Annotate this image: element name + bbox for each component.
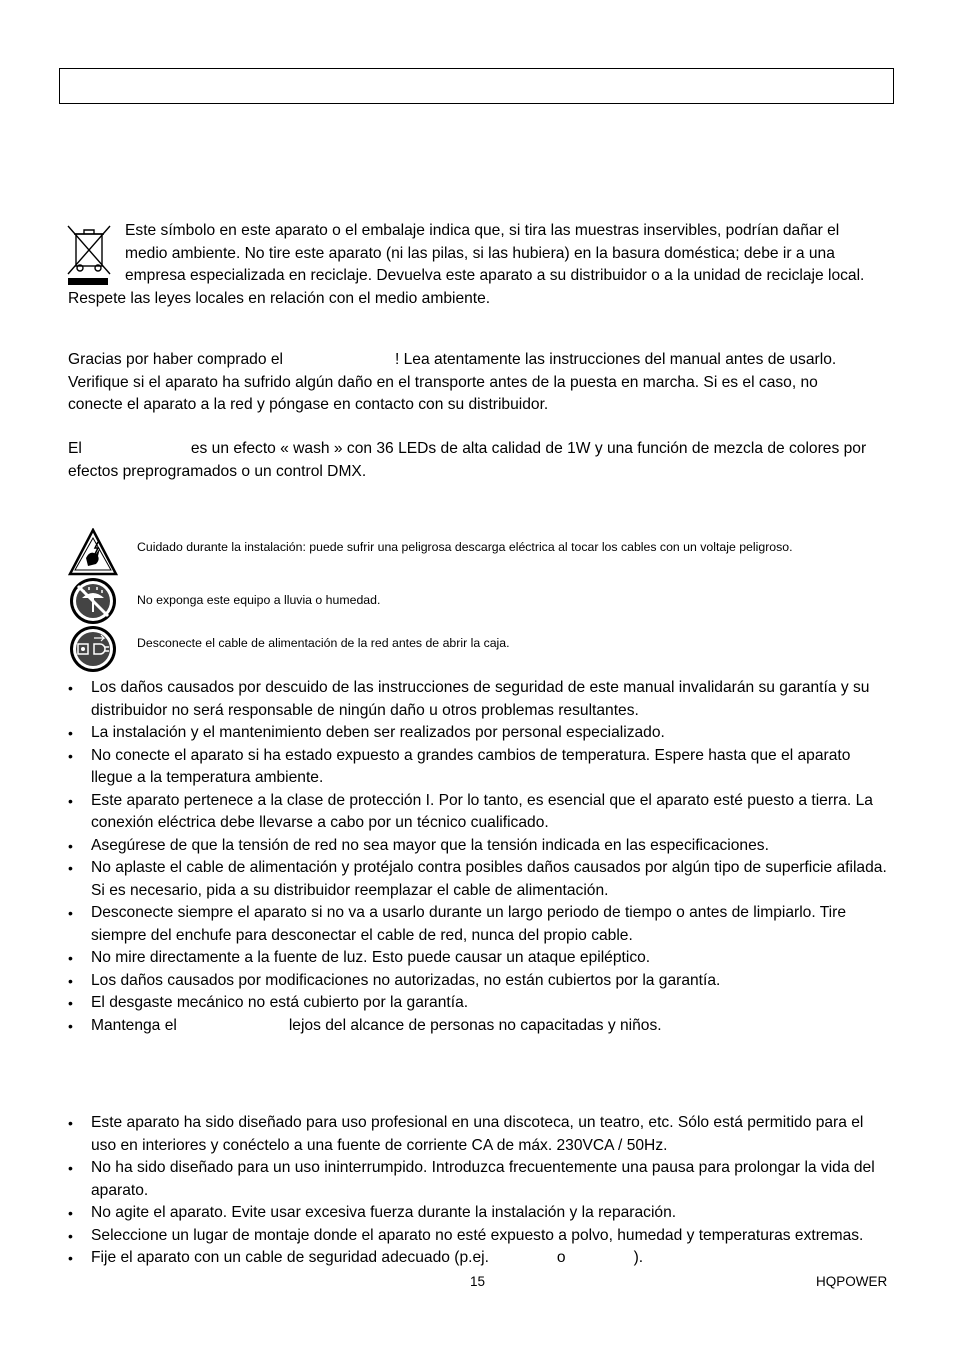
footer-brand: HQPOWER — [816, 1274, 888, 1289]
list-item: • No aplaste el cable de alimentación y protéjalo contra posibles daños causados por algún tipo de superficie afilada. Si es necesario, pida a su distribuidor reemplazar el cable de alimentación. — [68, 857, 888, 902]
list-item: • Asegúrese de que la tensión de red no sea mayor que la tensión indicada en las especificaciones. — [68, 835, 888, 858]
list-item: • Seleccione un lugar de montaje donde el aparato no esté expuesto a polvo, humedad y temperaturas extremas. — [68, 1225, 888, 1248]
list-item: • No mire directamente a la fuente de luz. Esto puede causar un ataque epiléptico. — [68, 947, 888, 970]
safety-instructions-list — [68, 677, 888, 1037]
description-paragraph — [68, 438, 866, 483]
warning-rain-text: No exponga este equipo a lluvia o humedad. — [137, 593, 381, 607]
description-text-a: El — [68, 440, 82, 457]
weee-line-4: Respete las leyes locales en relación con el medio ambiente. — [68, 289, 491, 307]
list-item: • Los daños causados por descuido de las instrucciones de seguridad de este manual invalidarán su garantía y su distribuidor no será responsable de ningún daño u otros problemas resultantes. — [68, 677, 888, 722]
usage-last-text-b: o — [556, 1249, 566, 1266]
list-item: • Desconecte siempre el aparato si no va a usarlo durante un largo periodo de tiempo o antes de limpiarlo. Tire siempre del enchufe para desconectar el cable de red, nunca del propio cable. — [68, 902, 888, 947]
list-item: • La instalación y el mantenimiento deben ser realizados por personal especializado. — [68, 722, 888, 745]
weee-line-3: empresa especializada en reciclaje. Devuelva este aparato a su distribuidor o a la unidad de reciclaje local. — [125, 267, 865, 284]
list-item: • No agite el aparato. Evite usar excesiva fuerza durante la instalación y la reparación. — [68, 1202, 888, 1225]
usage-guidelines-list — [68, 1112, 888, 1270]
electric-shock-warning-icon — [68, 528, 118, 578]
intro-text-a: Gracias por haber comprado el — [68, 351, 283, 368]
list-item: • No ha sido diseñado para un uso ininterrumpido. Introduzca frecuentemente una pausa para prolongar la vida del aparato. — [68, 1157, 888, 1202]
weee-notice — [68, 220, 888, 310]
safety-last-text-b: lejos del alcance de personas no capacitadas y niños. — [288, 1016, 662, 1034]
safety-last-text-a: Mantenga el — [91, 1016, 177, 1034]
intro-line-3: conecte el aparato a la red y póngase en contacto con su distribuidor. — [68, 396, 549, 413]
no-rain-moisture-icon — [68, 576, 118, 626]
intro-text-b: ! Lea atentamente las instrucciones del manual antes de usarlo. — [394, 351, 837, 368]
list-item — [68, 1247, 888, 1270]
page-number: 15 — [470, 1274, 486, 1289]
list-item — [68, 1015, 888, 1038]
description-line-2: efectos preprogramados o un control DMX. — [68, 462, 367, 480]
weee-line-1: Este símbolo en este aparato o el embalaje indica que, si tira las muestras inservibles, podrían dañar el — [125, 222, 840, 239]
intro-line-2: Verifique si el aparato ha sufrido algún daño en el transporte antes de la puesta en marcha. Si es el caso, no — [68, 373, 818, 391]
list-item: • No conecte el aparato si ha estado expuesto a grandes cambios de temperatura. Espere hasta que el aparato llegue a la temperatura ambiente. — [68, 745, 888, 790]
list-item: • El desgaste mecánico no está cubierto por la garantía. — [68, 992, 888, 1015]
warning-shock-text: Cuidado durante la instalación: puede sufrir una peligrosa descarga eléctrica al tocar los cables con un voltaje peligroso. — [137, 540, 793, 554]
warning-unplug-text: Desconecte el cable de alimentación de la red antes de abrir la caja. — [137, 636, 510, 650]
list-item: • Este aparato pertenece a la clase de protección I. Por lo tanto, es esencial que el aparato esté puesto a tierra. La conexión eléctrica debe llevarse a cabo por un técnico cualificado. — [68, 790, 888, 835]
unplug-power-icon — [68, 624, 118, 674]
header-box — [59, 68, 894, 104]
usage-last-text-c: ). — [633, 1249, 644, 1266]
list-item: • Los daños causados por modificaciones no autorizadas, no están cubiertos por la garantía. — [68, 970, 888, 993]
weee-line-2: medio ambiente. No tire este aparato (ni las pilas, si las hubiera) en la basura doméstica; debe ir a una — [125, 244, 835, 262]
list-item: • Este aparato ha sido diseñado para uso profesional en una discoteca, un teatro, etc. Sólo está permitido para el uso en interiores y conéctelo a una fuente de corriente CA de máx. 230VCA / 50Hz. — [68, 1112, 888, 1157]
description-text-b: es un efecto « wash » con 36 LEDs de alta calidad de 1W y una función de mezcla de colores por — [190, 440, 867, 457]
usage-last-text-a: Fije el aparato con un cable de seguridad adecuado (p.ej. — [91, 1249, 489, 1266]
intro-paragraph — [68, 349, 836, 417]
